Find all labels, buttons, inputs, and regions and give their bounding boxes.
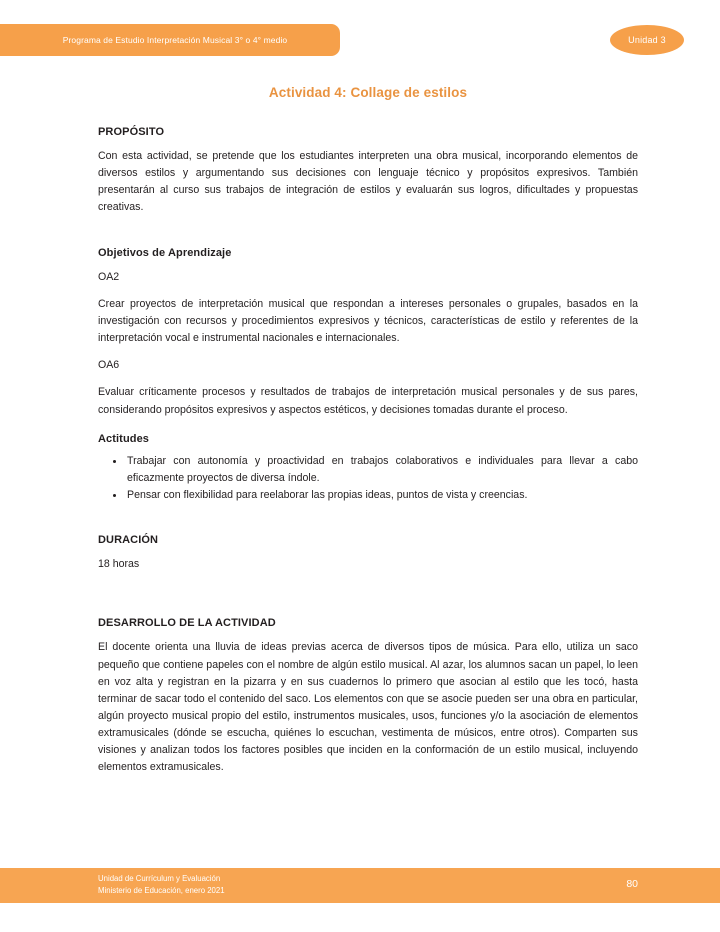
section-body-desarrollo: El docente orienta una lluvia de ideas previas acerca de diversos tipos de música. Para ello, utiliza un saco pequeño que contiene papeles con el nombre de algún estilo musical. Al azar, los alumnos sacan un papel, lo leen en voz alta y registran en la pizarra y en sus cuadernos lo primero que asocian al estilo que les tocó, hasta terminar de sacar todo el contenido del saco. Los elementos con que se asocie pueden ser una obra en particular, algún proyecto musical propio del estilo, instrumentos musicales, usos, funciones y/o la asociación de elementos extramusicales (dónde se escucha, quiénes lo escuchan, vestimenta de músicos, entre otros). Comparten sus visiones y analizan todos los factores posibles que inciden en la conformación de un estilo musical, incluyendo elementos extramusicales. [98,641,638,774]
objective-text-oa6: Evaluar críticamente procesos y resultados de trabajos de interpretación musical personales y de sus pares, considerando propósitos expresivos y aspectos estéticos, y decisiones tomadas durante el proceso. [98,386,638,416]
footer-credits [98,873,225,896]
objective-text-oa2: Crear proyectos de interpretación musical que respondan a intereses personales o grupales, basados en la investigación con recursos y procedimientos expresivos y técnicos, características de estilo y referentes de la interpretación vocal e instrumental nacionales e internacionales. [98,297,638,345]
program-header-label: Programa de Estudio Interpretación Musical 3° o 4° medio [62,35,288,45]
unit-badge-label: Unidad 3 [628,35,666,45]
actitudes-list [98,453,638,504]
footer-bar [0,868,720,903]
section-heading-objetivos: Objetivos de Aprendizaje [98,246,232,259]
footer-line-2: Ministerio de Educación, enero 2021 [98,885,225,895]
footer-line-1: Unidad de Currículum y Evaluación [98,874,221,883]
objective-code-oa2: OA2 [98,270,120,283]
page-number: 80 [626,878,638,890]
section-heading-actitudes: Actitudes [98,432,150,445]
section-heading-desarrollo: DESARROLLO DE LA ACTIVIDAD [98,617,276,630]
section-body-proposito: Con esta actividad, se pretende que los estudiantes interpreten una obra musical, incorporando elementos de diversos estilos y argumentando sus decisiones con lenguaje técnico y propósitos expresivos. También presentarán al curso sus trabajos de integración de estilos y evaluarán sus logros, dificultades y propuestas creativas. [98,150,638,214]
section-heading-duracion: DURACIÓN [98,534,159,547]
duracion-value: 18 horas [98,558,140,571]
list-item: Trabajar con autonomía y proactividad en trabajos colaborativos e individuales para llevar a cabo eficazmente proyectos de diversa índole. [98,453,638,487]
document-body [98,0,638,777]
objective-code-oa6: OA6 [98,359,120,372]
section-heading-proposito: PROPÓSITO [98,126,165,138]
page-title: Actividad 4: Collage de estilos [268,85,468,100]
list-item: Pensar con flexibilidad para reelaborar las propias ideas, puntos de vista y creencias. [98,487,638,504]
